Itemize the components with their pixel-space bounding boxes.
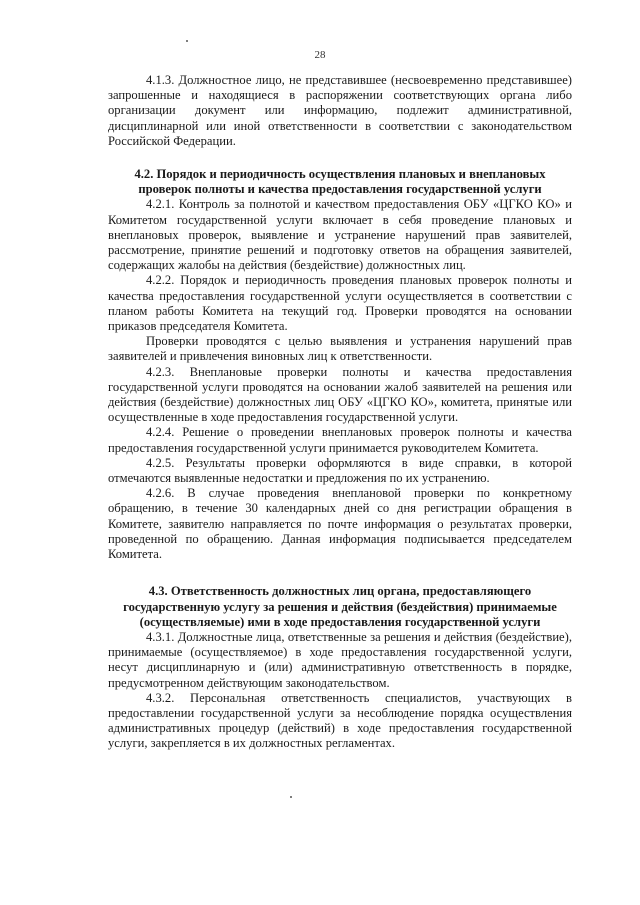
section-heading-4-2: 4.2. Порядок и периодичность осуществления плановых и внеплановых проверок полноты и качества предоставления государственной услуги [134, 167, 546, 197]
paragraph-4-2-3: 4.2.3. Внеплановые проверки полноты и качества предоставления государственной услуги проводятся на основании жалоб заявителей на решения или действия (бездействие) должностных лиц ОБУ «ЦГКО КО», комитета, принятые или осуществленные в ходе предоставления государственной услуги. [108, 364, 572, 425]
document-body [108, 73, 572, 752]
paragraph-4-2-1: 4.2.1. Контроль за полнотой и качеством предоставления ОБУ «ЦГКО КО» и Комитетом государственной услуги включает в себя проведение плановых и внеплановых проверок, выявление и устранение нарушений прав заявителей, рассмотрение, принятие решений и подготовку ответов на обращения заявителей, содержащих жалобы на действия (бездействие) должностных лиц. [108, 197, 572, 273]
paragraph-4-2-4: 4.2.4. Решение о проведении внеплановых проверок полноты и качества предоставления государственной услуги принимается руководителем Комитета. [108, 425, 572, 455]
scan-speck [290, 796, 292, 798]
paragraph-4-2-6: 4.2.6. В случае проведения внеплановой проверки по конкретному обращению, в течение 30 календарных дней со дня регистрации обращения в Комитете, заявителю направляется по почте информация о результатах проверки, проведенной по обращению. Данная информация подписывается председателем Комитета. [108, 486, 572, 562]
page-number: 28 [314, 49, 326, 61]
scan-speck [186, 40, 188, 42]
spacer [108, 149, 572, 167]
paragraph-4-3-2: 4.3.2. Персональная ответственность специалистов, участвующих в предоставлении государственной услуги за несоблюдение порядка осуществления административных процедур (действий) в ходе предоставления государственной услуги, закрепляется в их должностных регламентах. [108, 690, 572, 751]
paragraph-4-1-3: 4.1.3. Должностное лицо, не представившее (несвоевременно представившее) запрошенные и находящиеся в распоряжении соответствующих органа либо организации документ или информацию, подлежит административной, дисциплинарной или иной ответственности в соответствии с законодательством Российской Федерации. [108, 73, 572, 148]
spacer [108, 562, 572, 584]
paragraph-4-2-2: 4.2.2. Порядок и периодичность проведения плановых проверок полноты и качества предоставления государственной услуги осуществляется в соответствии с планом работы Комитета на текущий год. Проверки проводятся на основании приказов председателя Комитета. [108, 273, 572, 334]
paragraph-4-3-1: 4.3.1. Должностные лица, ответственные за решения и действия (бездействие), принимаемые (осуществляемое) в ходе предоставления государственной услуги, несут дисциплинарную и (или) административную ответственность в порядке, предусмотренном действующим законодательством. [108, 629, 572, 690]
paragraph-4-2-5: 4.2.5. Результаты проверки оформляются в виде справки, в которой отмечаются выявленные недостатки и предложения по их устранению. [108, 455, 572, 486]
section-heading-4-3: 4.3. Ответственность должностных лиц органа, предоставляющего государственную услугу за решения и действия (бездействия) принимаемые (осуществляемые) ими в ходе предоставления государственной услуги [123, 584, 557, 629]
paragraph-4-2-2-continued: Проверки проводятся с целью выявления и устранения нарушений прав заявителей и привлечения виновных лиц к ответственности. [108, 334, 572, 364]
